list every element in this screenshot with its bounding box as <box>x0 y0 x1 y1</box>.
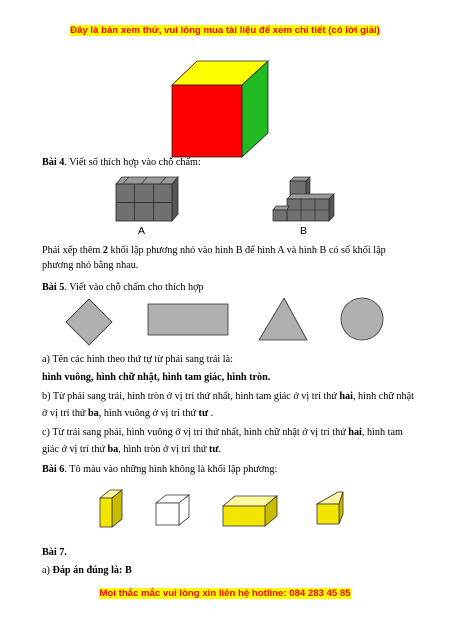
bai5-b-part2: , hình chữ nhật ở vị trí thứ <box>42 391 414 419</box>
label-a: A <box>138 225 146 237</box>
bai5-b <box>42 388 414 422</box>
bai5-prompt: . Viết vào chỗ chấm cho thích hợp <box>64 282 204 293</box>
bai4-answer-num: 2 <box>102 245 108 256</box>
solid-white-cube <box>156 495 189 525</box>
bai4-prompt: . Viết số thích hợp vào chỗ chấm: <box>64 157 201 168</box>
bai5-b-part3: , hình vuông ở vị trí thứ <box>98 408 199 419</box>
bai4-title: Bài 4 <box>42 157 65 168</box>
bai5-title: Bài 5 <box>42 282 65 293</box>
bai6-prompt: . Tô màu vào những hình không là khối lập phương: <box>64 464 278 475</box>
shape-circle <box>341 298 383 340</box>
preview-notice-text: Đây là bản xem thử, vui lòng mua tài liệu để xem chi tiết (có lời giải) <box>70 25 380 36</box>
preview-notice <box>0 25 450 36</box>
solid-yellow-tall-prism <box>100 490 122 527</box>
bai6-solids-row <box>90 484 360 532</box>
hotline-notice <box>0 588 450 599</box>
bai5-c-ba: ba <box>107 444 119 455</box>
bai5-b-tu: tư <box>198 408 209 419</box>
block-figure-b <box>272 176 336 224</box>
bai5-c-tu: tư <box>209 444 219 455</box>
bai7-title: Bài 7. <box>42 547 67 558</box>
bai5-a-question: a) Tên các hình theo thứ tự từ phải sang trái là: <box>42 354 233 365</box>
bai6-title: Bài 6 <box>42 464 65 475</box>
bai5-b-ba: ba <box>88 408 99 419</box>
bai5-c-hai: hai <box>348 427 362 438</box>
shape-triangle <box>259 298 307 340</box>
bai6-heading <box>42 463 412 476</box>
bai5-b-hai: hai <box>339 391 353 402</box>
bai5-b-part4: . <box>208 408 214 419</box>
bai4-answer <box>42 243 414 273</box>
block-figure-a <box>112 176 182 224</box>
bai5-c-part2: , hình tam giác ở vị trí thứ <box>42 427 403 455</box>
bai7-a-prefix: a) <box>42 565 53 576</box>
solid-yellow-slanted-prism <box>317 492 343 524</box>
shape-square-rotated <box>66 299 112 345</box>
bai5-shapes-row <box>60 293 390 349</box>
bai5-a-answer <box>42 371 412 384</box>
bai4-heading <box>42 156 412 169</box>
bai5-c-part3: , hình tròn ở vị trí thứ <box>118 444 209 455</box>
colored-cube-figure <box>165 58 275 163</box>
bai7-a-answer: Đáp án đúng là: B <box>52 565 132 576</box>
bai5-a-answer-text: hình vuông, hình chữ nhật, hình tam giác, hình tròn. <box>42 372 271 383</box>
bai5-c-part1: c) Từ trái sang phải, hình vuông ở vị trí thứ nhất, hình chữ nhật ở vị trí thứ <box>42 427 349 438</box>
cube-front-face <box>172 85 242 157</box>
label-b: B <box>300 225 308 237</box>
bai7-heading <box>42 546 412 559</box>
bai7-a <box>42 564 412 577</box>
bai4-answer-pre: Phải xếp thêm <box>42 245 103 256</box>
bai5-c <box>42 424 414 458</box>
hotline-notice-text: Mọi thắc mắc vui lòng xin liên hệ hotline: 084 283 45 85 <box>99 588 351 599</box>
shape-rectangle <box>148 304 228 335</box>
bai4-answer-post: khối lập phương nhỏ vào hình B để hình A và hình B có số khối lập phương nhỏ bằng nhau. <box>42 245 386 271</box>
bai5-c-part4: . <box>218 444 222 455</box>
solid-yellow-flat-prism <box>223 496 277 526</box>
bai5-b-part1: b) Từ phải sang trái, hình tròn ở vị trí thứ nhất, hình tam giác ở vị trí thứ <box>42 391 340 402</box>
